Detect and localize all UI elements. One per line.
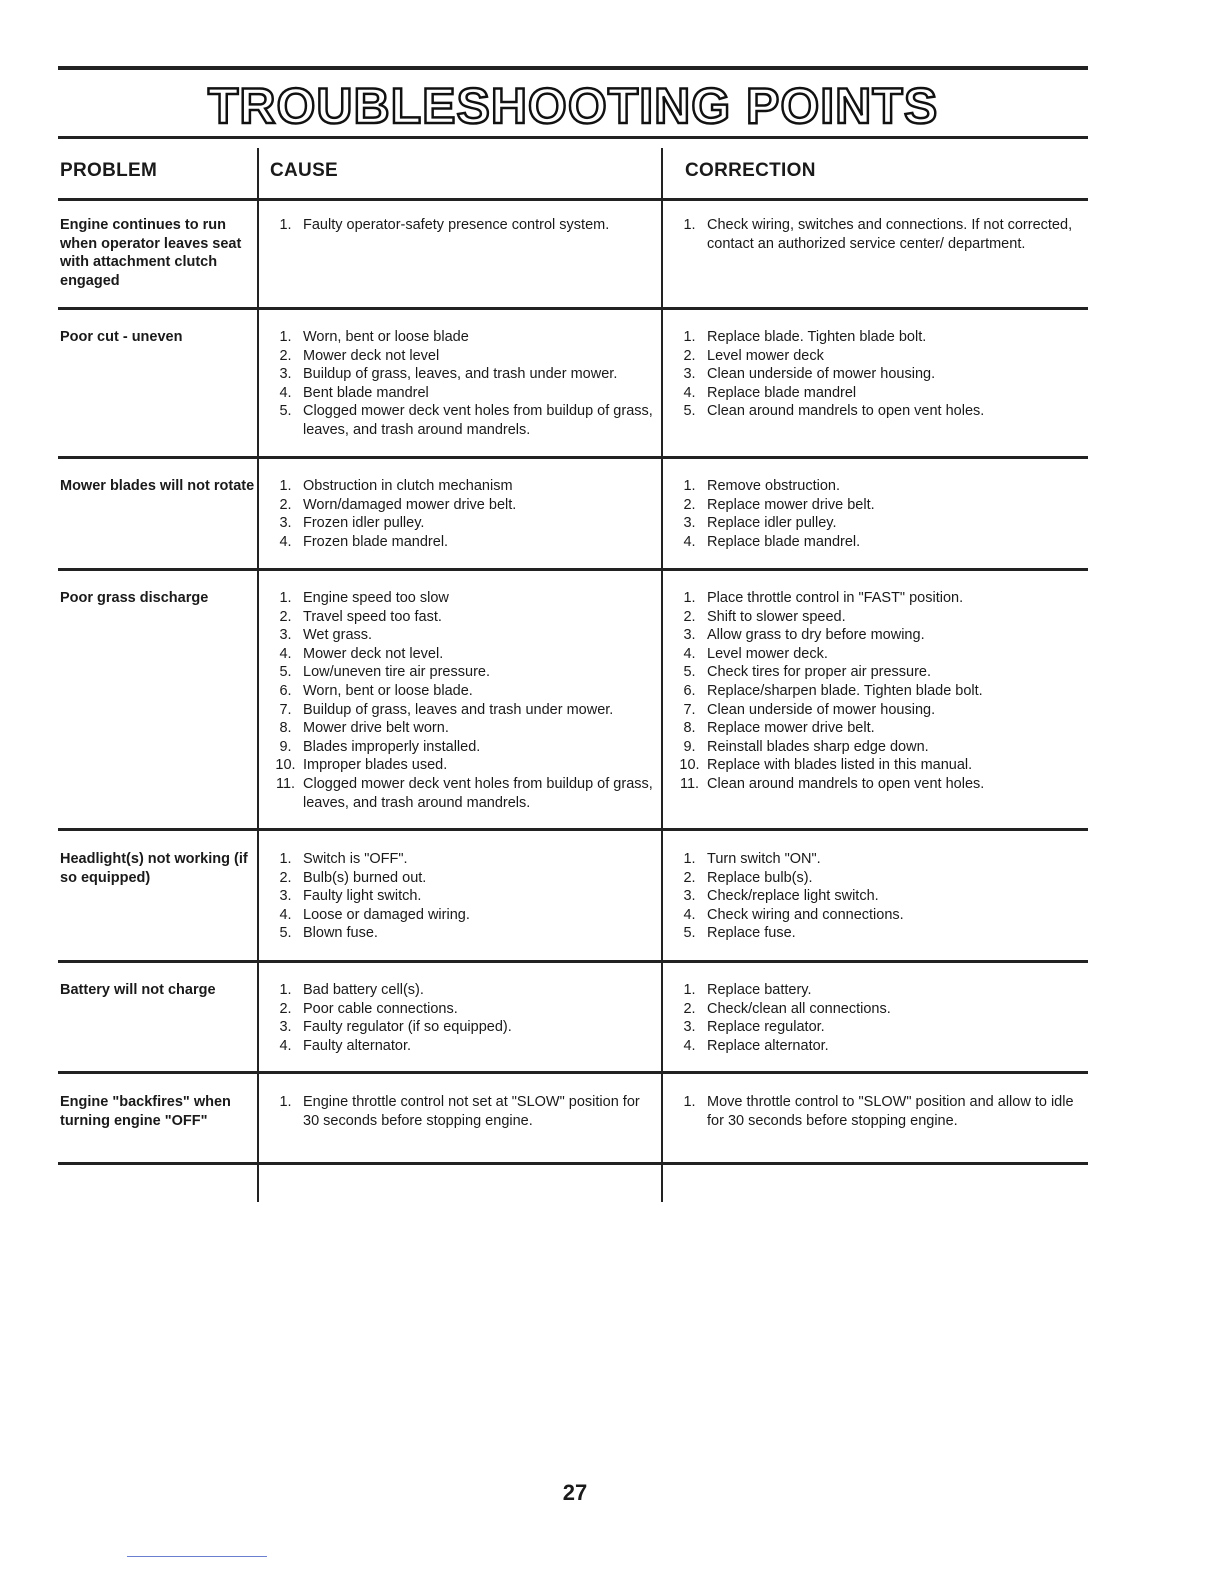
- list-item: 2. Replace mower drive belt.: [683, 496, 875, 513]
- list-item: 6. Worn, bent or loose blade.: [279, 682, 473, 699]
- list-item: 1. Place throttle control in "FAST" position.: [683, 590, 964, 606]
- problem-engine-continues: Engine continues to run when operator leaves seat with attachment clutch engaged: [60, 217, 242, 289]
- list-item: 1. Engine speed too slow: [279, 590, 449, 606]
- causes-list: [268, 850, 653, 943]
- list-item: 1. Remove obstruction.: [683, 478, 840, 494]
- row-rule: [58, 960, 1088, 963]
- header-cause: CAUSE: [270, 160, 339, 181]
- list-item: 2. Replace bulb(s).: [683, 869, 813, 886]
- causes-list: [268, 216, 653, 235]
- list-item: 4. Frozen blade mandrel.: [279, 533, 449, 550]
- list-item: 1. Worn, bent or loose blade: [279, 329, 469, 345]
- list-item: 4. Mower deck not level.: [279, 645, 444, 662]
- title-rule: [58, 136, 1088, 139]
- problem-blades-not-rotate: Mower blades will not rotate: [60, 478, 255, 494]
- list-item: 4. Replace blade mandrel.: [683, 533, 861, 550]
- corrections-list: [672, 328, 1082, 421]
- page-number: 27: [562, 1480, 588, 1505]
- list-item: 4. Replace alternator.: [683, 1037, 829, 1054]
- list-item: 3. Wet grass.: [279, 627, 373, 644]
- header-correction: CORRECTION: [685, 160, 816, 181]
- list-item: 3. Replace regulator.: [683, 1019, 825, 1036]
- list-item: 3. Faulty light switch.: [279, 888, 422, 905]
- top-rule: [58, 66, 1088, 70]
- list-item: 8. Mower drive belt worn.: [279, 720, 449, 737]
- list-item: 5. Low/uneven tire air pressure.: [279, 664, 490, 681]
- list-item: 2. Travel speed too fast.: [279, 608, 442, 625]
- corrections-list: [672, 216, 1082, 253]
- header-problem: PROBLEM: [60, 160, 158, 181]
- list-item: 3. Replace idler pulley.: [683, 515, 837, 532]
- list-item: 1. Check wiring, switches and connections. If not corrected, contact an authorized service center/ department.: [683, 217, 1073, 252]
- causes-list: [268, 1093, 653, 1130]
- list-item: 1. Move throttle control to "SLOW" position and allow to idle for 30 seconds before stopping engine.: [683, 1094, 1074, 1129]
- list-item: 2. Poor cable connections.: [279, 1000, 458, 1017]
- problem-headlights: Headlight(s) not working (if so equipped): [60, 851, 248, 886]
- list-item: 5. Replace fuse.: [683, 925, 796, 942]
- problem-battery: Battery will not charge: [60, 982, 216, 998]
- list-item: 10. Replace with blades listed in this manual.: [679, 757, 973, 774]
- list-item: 1. Bad battery cell(s).: [279, 982, 424, 998]
- list-item: 1. Obstruction in clutch mechanism: [279, 478, 513, 494]
- list-item: 5. Check tires for proper air pressure.: [683, 664, 932, 681]
- list-item: 11. Clean around mandrels to open vent holes.: [679, 775, 985, 792]
- list-item: 6. Replace/sharpen blade. Tighten blade bolt.: [683, 682, 983, 699]
- list-item: 1. Replace blade. Tighten blade bolt.: [683, 329, 927, 345]
- list-item: 3. Check/replace light switch.: [683, 888, 879, 905]
- list-item: 4. Check wiring and connections.: [683, 906, 904, 923]
- header-rule: [58, 198, 1088, 201]
- causes-list: [268, 981, 653, 1055]
- list-item: 1. Faulty operator-safety presence control system.: [279, 217, 610, 233]
- list-item: 9. Reinstall blades sharp edge down.: [683, 738, 929, 755]
- row-rule: [58, 1162, 1088, 1165]
- list-item: 2. Shift to slower speed.: [683, 608, 846, 625]
- list-item: 5. Clean around mandrels to open vent holes.: [683, 403, 985, 420]
- list-item: 1. Turn switch "ON".: [683, 851, 821, 867]
- list-item: 1. Switch is "OFF".: [279, 851, 408, 867]
- row-rule: [58, 828, 1088, 831]
- corrections-list: [672, 850, 1082, 943]
- list-item: 2. Worn/damaged mower drive belt.: [279, 496, 517, 513]
- list-item: 7. Buildup of grass, leaves and trash under mower.: [279, 701, 614, 718]
- corrections-list: [672, 1093, 1082, 1130]
- list-item: 2. Bulb(s) burned out.: [279, 869, 427, 886]
- footer-line: [127, 1556, 267, 1557]
- row-rule: [58, 568, 1088, 571]
- list-item: 4. Replace blade mandrel: [683, 384, 857, 401]
- corrections-list: [672, 477, 1082, 551]
- list-item: 1. Replace battery.: [683, 982, 812, 998]
- list-item: 4. Bent blade mandrel: [279, 384, 429, 401]
- problem-poor-grass-discharge: Poor grass discharge: [60, 590, 209, 606]
- causes-list: [268, 589, 653, 812]
- list-item: 2. Mower deck not level: [279, 347, 440, 364]
- list-item: 3. Clean underside of mower housing.: [683, 366, 936, 383]
- list-item: 10. Improper blades used.: [275, 757, 448, 774]
- list-item: 7. Clean underside of mower housing.: [683, 701, 936, 718]
- list-item: 3. Buildup of grass, leaves, and trash under mower.: [279, 366, 618, 383]
- row-rule: [58, 1071, 1088, 1074]
- list-item: 4. Level mower deck.: [683, 645, 828, 662]
- list-item: 2. Check/clean all connections.: [683, 1000, 891, 1017]
- list-item: 5. Blown fuse.: [279, 925, 378, 942]
- causes-list: [268, 477, 653, 551]
- list-item: 3. Faulty regulator (if so equipped).: [279, 1019, 512, 1036]
- list-item: 8. Replace mower drive belt.: [683, 720, 875, 737]
- problem-backfires: Engine "backfires" when turning engine "OFF": [60, 1094, 231, 1129]
- causes-list: [268, 328, 653, 440]
- corrections-list: [672, 589, 1082, 794]
- list-item: 4. Loose or damaged wiring.: [279, 906, 470, 923]
- problem-poor-cut: Poor cut - uneven: [60, 329, 183, 345]
- row-rule: [58, 307, 1088, 310]
- list-item: 5. Clogged mower deck vent holes from buildup of grass, leaves, and trash around mandrels.: [279, 403, 653, 438]
- list-item: 1. Engine throttle control not set at "SLOW" position for 30 seconds before stopping engine.: [279, 1094, 640, 1129]
- list-item: 4. Faulty alternator.: [279, 1037, 411, 1054]
- list-item: 11. Clogged mower deck vent holes from buildup of grass, leaves, and trash around mandrels.: [275, 775, 653, 811]
- page-title: TROUBLESHOOTING POINTS: [207, 78, 939, 134]
- list-item: 3. Allow grass to dry before mowing.: [683, 627, 925, 644]
- list-item: 2. Level mower deck: [683, 347, 824, 364]
- corrections-list: [672, 981, 1082, 1055]
- list-item: 9. Blades improperly installed.: [279, 738, 481, 755]
- list-item: 3. Frozen idler pulley.: [279, 515, 425, 532]
- row-rule: [58, 456, 1088, 459]
